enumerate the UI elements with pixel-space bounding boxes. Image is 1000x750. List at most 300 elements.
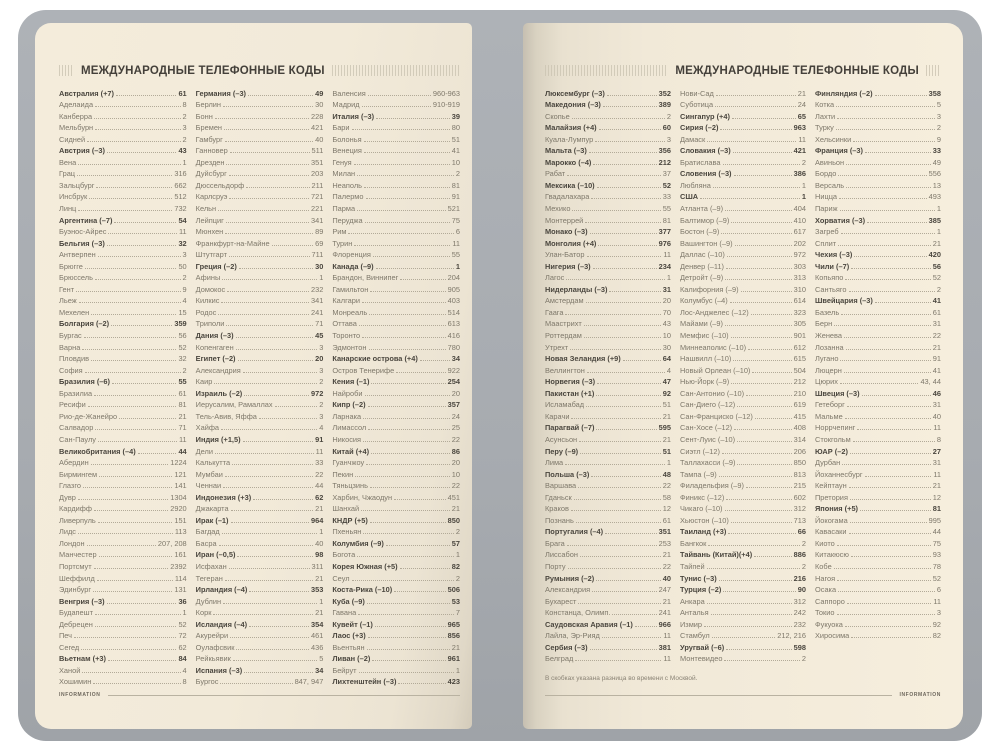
phone-code: 70 (662, 307, 671, 317)
place-name: Афины (195, 273, 221, 283)
dot-leader (847, 406, 931, 407)
dot-leader (79, 302, 181, 303)
place-name: Норрчепинг (815, 423, 856, 433)
country-row (680, 548, 806, 560)
country-row (545, 444, 671, 456)
phone-code: 22 (662, 561, 671, 571)
dot-leader (603, 106, 657, 107)
city-row (332, 317, 460, 329)
country-row (196, 328, 324, 340)
place-name: Сантьяго (815, 284, 847, 294)
place-name: Атланта (–9) (680, 204, 724, 214)
phone-code: 58 (662, 492, 671, 502)
city-row (332, 467, 460, 479)
dot-leader (94, 568, 169, 569)
phone-code: 55 (662, 204, 671, 214)
city-row (545, 559, 671, 571)
city-row (196, 559, 324, 571)
left-page (35, 23, 472, 729)
dot-leader (98, 522, 173, 523)
phone-code: 81 (662, 215, 671, 225)
dot-leader (215, 118, 309, 119)
phone-code: 20 (662, 296, 671, 306)
phone-code: 206 (793, 446, 806, 456)
dot-leader (587, 256, 662, 257)
place-name: Амстердам (545, 296, 584, 306)
phone-code: 161 (174, 550, 187, 560)
phone-code: 30 (662, 342, 671, 352)
dot-leader (97, 580, 173, 581)
phone-code: 62 (178, 642, 187, 652)
phone-code: 20 (315, 354, 324, 364)
country-row (59, 652, 187, 664)
dot-leader (78, 499, 168, 500)
place-name: Швеция (–3) (815, 388, 860, 398)
city-row (59, 421, 187, 433)
phone-code: 54 (178, 215, 187, 225)
city-row (59, 617, 187, 629)
dot-leader (857, 429, 931, 430)
dot-leader (572, 210, 660, 211)
place-name: Варшава (545, 481, 577, 491)
dot-leader (568, 568, 661, 569)
phone-code: 1 (936, 204, 941, 214)
dot-leader (707, 603, 792, 604)
phone-code: 614 (793, 296, 806, 306)
city-row (680, 328, 806, 340)
place-name: Лозанна (815, 342, 844, 352)
phone-code: 9 (182, 284, 187, 294)
phone-code: 506 (447, 585, 461, 595)
city-row (815, 479, 941, 491)
place-name: Новая Зеландия (+9) (545, 354, 621, 364)
dot-leader (566, 279, 665, 280)
phone-code: 850 (793, 458, 806, 468)
city-row (196, 675, 324, 687)
phone-code: 52 (178, 619, 187, 629)
phone-code: 415 (793, 411, 806, 421)
phone-code: 11 (179, 434, 187, 444)
phone-code: 21 (797, 88, 806, 98)
city-row (196, 375, 324, 387)
dot-leader (362, 106, 431, 107)
city-row (196, 282, 324, 294)
place-name: Сеул (332, 573, 350, 583)
country-row (545, 98, 671, 110)
phone-code: 314 (793, 434, 806, 444)
dot-leader (354, 245, 450, 246)
city-row (59, 282, 187, 294)
city-row (680, 317, 806, 329)
place-name: Кавасаки (815, 527, 847, 537)
city-row (59, 640, 187, 652)
place-name: Акурейри (195, 631, 229, 641)
phone-code: 963 (793, 123, 806, 133)
dot-leader (733, 360, 791, 361)
phone-code: 341 (311, 296, 324, 306)
phone-code: 21 (662, 434, 671, 444)
city-row (332, 132, 460, 144)
footer-rule (108, 695, 460, 696)
phone-code: 556 (928, 169, 941, 179)
place-name: Анкара (680, 596, 705, 606)
city-row (332, 328, 460, 340)
place-name: Мальта (–3) (545, 146, 587, 156)
dot-leader (364, 187, 450, 188)
place-name: Болгария (–2) (59, 319, 110, 329)
place-name: Домокос (195, 284, 226, 294)
city-row (196, 571, 324, 583)
country-row (815, 386, 941, 398)
city-row (815, 305, 941, 317)
phone-code: 82 (451, 561, 461, 571)
dot-leader (752, 372, 791, 373)
city-row (59, 155, 187, 167)
dot-leader (734, 429, 792, 430)
dot-leader (367, 603, 450, 604)
phone-code: 65 (797, 111, 806, 121)
city-row (815, 606, 941, 618)
phone-code: 21 (315, 504, 324, 514)
place-name: Йокогама (815, 515, 848, 525)
city-row (680, 352, 806, 364)
phone-code: 254 (447, 377, 461, 387)
dot-leader (707, 141, 796, 142)
dot-leader (846, 164, 931, 165)
phone-code: 11 (798, 134, 806, 144)
phone-code: 52 (178, 342, 187, 352)
city-row (59, 490, 187, 502)
country-row (196, 513, 324, 525)
city-row (332, 432, 460, 444)
city-row (545, 409, 671, 421)
dot-leader (731, 383, 792, 384)
city-row (545, 305, 671, 317)
city-row (815, 432, 941, 444)
place-name: Бонн (195, 111, 213, 121)
dot-leader (226, 325, 313, 326)
city-row (196, 456, 324, 468)
place-name: Канада (–9) (332, 261, 374, 271)
phone-code: 10 (451, 157, 461, 167)
place-name: Кувейт (–1) (332, 619, 373, 629)
dot-leader (579, 441, 661, 442)
phone-code: 82 (932, 631, 941, 641)
dot-leader (851, 637, 930, 638)
place-name: Познань (545, 515, 574, 525)
phone-code: 5 (319, 654, 324, 664)
phone-code: 922 (447, 365, 461, 375)
phone-code: 62 (315, 492, 324, 502)
dot-leader (725, 279, 791, 280)
place-name: Штутгарт (195, 250, 227, 260)
place-name: Неаполь (332, 180, 363, 190)
phone-code: 6 (455, 227, 461, 237)
city-row (332, 271, 460, 283)
dot-leader (220, 683, 292, 684)
place-name: Авиньон (815, 157, 845, 167)
city-row (332, 294, 460, 306)
city-row (196, 479, 324, 491)
city-row (59, 409, 187, 421)
place-name: Оулафсвик (195, 642, 235, 652)
phone-code: 20 (451, 458, 461, 468)
place-name: Канарские острова (+4) (332, 354, 418, 364)
dot-leader (849, 533, 931, 534)
phone-code: 323 (793, 307, 806, 317)
dot-leader (595, 141, 665, 142)
place-name: Ницца (815, 192, 838, 202)
city-row (59, 305, 187, 317)
country-row (59, 144, 187, 156)
place-name: Лидс (59, 527, 76, 537)
city-row (680, 340, 806, 352)
city-row (545, 271, 671, 283)
city-row (815, 190, 941, 202)
phone-code: 352 (658, 88, 671, 98)
dot-leader (363, 418, 450, 419)
dot-leader (218, 210, 309, 211)
phone-code: 33 (932, 146, 941, 156)
dot-leader (225, 580, 313, 581)
country-row (545, 352, 671, 364)
dot-leader (95, 279, 181, 280)
dot-leader (623, 360, 661, 361)
dot-leader (748, 349, 792, 350)
dot-leader (225, 141, 313, 142)
phone-code: 215 (793, 481, 806, 491)
place-name: Осака (815, 585, 837, 595)
city-row (59, 467, 187, 479)
phone-code: 90 (797, 585, 806, 595)
place-name: Мехико (545, 204, 571, 214)
phone-code: 381 (658, 642, 671, 652)
phone-code: 423 (447, 677, 461, 687)
place-name: Бейрут (332, 665, 357, 675)
dot-leader (116, 95, 176, 96)
place-name: Кипр (–2) (332, 400, 366, 410)
phone-code: 386 (793, 169, 806, 179)
place-name: Перу (–9) (545, 446, 579, 456)
dot-leader (735, 245, 792, 246)
phone-code: 598 (793, 642, 806, 652)
dot-leader (222, 533, 317, 534)
dot-leader (707, 568, 800, 569)
city-row (332, 421, 460, 433)
dot-leader (91, 464, 169, 465)
city-row (680, 225, 806, 237)
phone-code: 39 (451, 111, 461, 121)
codes-column-2 (196, 86, 324, 686)
phone-code: 976 (658, 238, 671, 248)
city-row (59, 663, 187, 675)
phone-code: 91 (451, 192, 461, 202)
city-row (680, 479, 806, 491)
phone-code: 995 (928, 515, 941, 525)
city-row (196, 132, 324, 144)
place-name: Бирмингем (59, 469, 98, 479)
city-row (59, 583, 187, 595)
dot-leader (368, 406, 446, 407)
phone-code: 311 (311, 561, 324, 571)
dot-leader (358, 614, 454, 615)
dot-leader (712, 637, 776, 638)
city-row (59, 675, 187, 687)
place-name: Лайла, Эр-Рияд (545, 631, 600, 641)
dot-leader (223, 487, 313, 488)
place-name: Пекин (332, 469, 354, 479)
place-name: Египет (–2) (195, 354, 236, 364)
city-row (815, 617, 941, 629)
dot-leader (236, 349, 318, 350)
place-name: Нигерия (–3) (545, 261, 591, 271)
city-row (815, 398, 941, 410)
phone-code: 3 (319, 365, 324, 375)
city-row (196, 178, 324, 190)
country-row (545, 617, 671, 629)
dot-leader (248, 95, 313, 96)
left-page-footer (35, 692, 472, 698)
phone-code: 341 (311, 215, 324, 225)
dot-leader (95, 106, 180, 107)
city-row (815, 328, 941, 340)
dot-leader (862, 395, 931, 396)
dot-leader (725, 325, 792, 326)
country-row (196, 583, 324, 595)
codes-columns (35, 86, 472, 686)
dot-leader (231, 510, 314, 511)
city-row (59, 201, 187, 213)
country-row (815, 444, 941, 456)
phone-code: 113 (174, 527, 187, 537)
place-name: Куала-Лумпур (545, 134, 594, 144)
phone-code: 2 (936, 284, 941, 294)
dot-leader (708, 545, 799, 546)
dot-leader (76, 291, 180, 292)
place-name: Испания (–3) (195, 665, 243, 675)
phone-code: 11 (663, 631, 671, 641)
country-row (545, 386, 671, 398)
place-name: Гвадалахара (545, 192, 590, 202)
phone-code: 2 (182, 111, 187, 121)
dot-leader (571, 418, 660, 419)
phone-code: 451 (447, 492, 461, 502)
city-row (815, 536, 941, 548)
place-name: Сербия (–3) (545, 642, 588, 652)
dot-leader (366, 464, 450, 465)
place-name: Торонто (332, 331, 361, 341)
dot-leader (591, 476, 660, 477)
city-row (196, 536, 324, 548)
phone-code: 11 (452, 238, 461, 248)
phone-code: 75 (451, 215, 461, 225)
place-name: Чили (–7) (815, 261, 850, 271)
place-name: Кобе (815, 561, 832, 571)
place-name: Любляна (680, 180, 711, 190)
phone-code: 305 (793, 319, 806, 329)
place-name: Лагос (545, 273, 565, 283)
place-name: Грац (59, 169, 76, 179)
phone-code: 131 (174, 585, 187, 595)
place-name: Кейптаун (815, 481, 847, 491)
place-name: Палермо (332, 192, 364, 202)
codes-columns (523, 86, 963, 663)
dot-leader (229, 198, 309, 199)
city-row (59, 513, 187, 525)
city-row (680, 178, 806, 190)
place-name: Гетеборг (815, 400, 845, 410)
phone-code: 56 (932, 261, 941, 271)
city-row (332, 86, 460, 98)
phone-code: 40 (315, 134, 324, 144)
place-name: Скопье (545, 111, 570, 121)
dot-leader (840, 360, 930, 361)
country-row (196, 617, 324, 629)
place-name: Малайзия (+4) (545, 123, 597, 133)
place-name: Ганновер (195, 146, 228, 156)
place-name: Лиссабон (545, 550, 578, 560)
city-row (815, 271, 941, 283)
phone-code: 64 (662, 354, 671, 364)
place-name: Гамильтон (332, 284, 369, 294)
phone-code: 24 (451, 411, 461, 421)
place-name: Рейкьявик (195, 654, 231, 664)
place-name: Варна (59, 342, 81, 352)
country-row (59, 317, 187, 329)
place-name: Дебрецен (59, 619, 93, 629)
city-row (545, 652, 671, 664)
place-name: Исламабад (545, 400, 585, 410)
dot-leader (364, 152, 450, 153)
dot-leader (221, 302, 309, 303)
dot-leader (719, 476, 792, 477)
phone-code: 10 (451, 469, 461, 479)
dot-leader (91, 314, 176, 315)
country-row (332, 675, 460, 687)
city-row (545, 432, 671, 444)
place-name: Асунсьон (545, 434, 578, 444)
country-row (680, 571, 806, 583)
phone-code: 22 (662, 481, 671, 491)
phone-code: 21 (451, 504, 461, 514)
phone-code: 2 (936, 123, 941, 133)
dot-leader (837, 580, 931, 581)
phone-code: 71 (315, 319, 324, 329)
phone-code: 313 (793, 273, 806, 283)
dot-leader (232, 464, 313, 465)
dot-leader (846, 349, 931, 350)
country-row (332, 375, 460, 387)
phone-code: 46 (932, 388, 941, 398)
city-row (59, 167, 187, 179)
dot-leader (394, 591, 446, 592)
place-name: Гент (59, 284, 75, 294)
place-name: Мельбурн (59, 123, 94, 133)
phone-code: 61 (178, 88, 187, 98)
place-name: Киото (815, 538, 835, 548)
place-name: Саппоро (815, 596, 845, 606)
phone-code: 310 (793, 284, 806, 294)
dot-leader (728, 533, 795, 534)
phone-code: 713 (793, 515, 806, 525)
dot-leader (841, 233, 935, 234)
place-name: Бордо (815, 169, 837, 179)
place-name: Филадельфия (–9) (680, 481, 744, 491)
city-row (680, 363, 806, 375)
place-name: Сан-Хосе (–12) (680, 423, 733, 433)
country-row (545, 155, 671, 167)
dot-leader (580, 556, 661, 557)
